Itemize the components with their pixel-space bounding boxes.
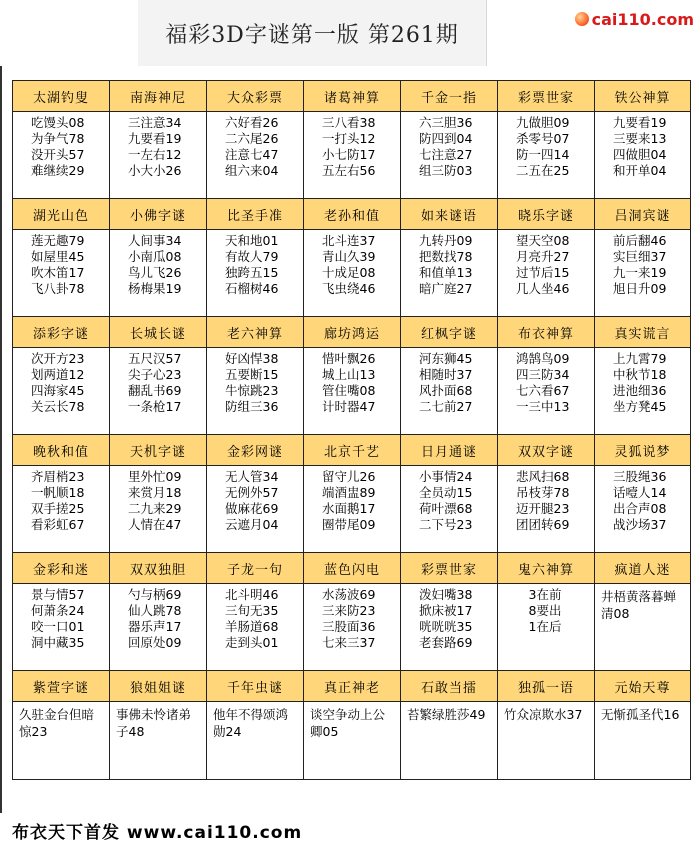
riddle-line: 一打头12: [322, 131, 376, 146]
riddle-cell: [207, 466, 304, 553]
riddle-line: 掀床被17: [419, 603, 473, 618]
riddle-line: 尖子心23: [128, 367, 182, 382]
riddle-line: 泼妇嘴38: [419, 587, 473, 602]
riddle-line: 莲无趣79: [31, 233, 85, 248]
riddle-line: 3在前: [528, 587, 562, 602]
riddle-line: 五左右56: [322, 163, 376, 178]
column-header: 老六神算: [207, 317, 304, 348]
column-header: 金彩和迷: [13, 553, 110, 584]
riddle-line: 杀零号07: [516, 131, 570, 146]
riddle-line: 二下号23: [419, 517, 473, 532]
riddle-cell: [304, 112, 401, 199]
riddle-line: 器乐声17: [128, 619, 182, 634]
riddle-line: 三旬无35: [225, 603, 279, 618]
riddle-line: 回原处09: [128, 635, 182, 650]
riddle-line: 暗广庭27: [419, 281, 473, 296]
riddle-line: 旭日升09: [613, 281, 667, 296]
riddle-cell: [13, 230, 110, 317]
column-header: 金彩网谜: [207, 435, 304, 466]
riddle-line: 仙人跳78: [128, 603, 182, 618]
riddle-line: 北斗明46: [225, 587, 279, 602]
riddle-line: 双手搓25: [31, 501, 85, 516]
riddle-line: 组六来04: [225, 163, 279, 178]
riddle-line: 月亮升27: [516, 249, 570, 264]
riddle-line: 三股绳36: [613, 469, 667, 484]
riddle-line: 翻乱书69: [128, 383, 182, 398]
page-edge: [0, 66, 2, 813]
riddle-line: 老套路69: [419, 635, 473, 650]
column-header: 大众彩票: [207, 81, 304, 112]
riddle-cell: [207, 702, 304, 780]
riddle-cell: [595, 584, 691, 671]
riddle-cell: [498, 112, 595, 199]
column-header: 吕洞宾谜: [595, 199, 691, 230]
riddle-line: 羊肠道68: [225, 619, 279, 634]
riddle-line: 几人坐46: [516, 281, 570, 296]
column-header: 北京千艺: [304, 435, 401, 466]
riddle-cell: [401, 702, 498, 780]
riddle-line: 相随时37: [419, 367, 473, 382]
column-header: 太湖钓叟: [13, 81, 110, 112]
site-name: cai110.com: [591, 9, 694, 29]
riddle-table: [12, 80, 691, 780]
riddle-line: 洞中藏35: [31, 635, 85, 650]
riddle-cell: [498, 584, 595, 671]
riddle-cell: [498, 348, 595, 435]
footer-credit: 布衣天下首发 www.cai110.com: [12, 823, 303, 843]
riddle-cell: [207, 584, 304, 671]
riddle-cell: [110, 348, 207, 435]
riddle-line: 河东狮45: [419, 351, 473, 366]
riddle-line: 坐方凳45: [613, 399, 667, 414]
column-header: 彩票世家: [498, 81, 595, 112]
riddle-line: 迈开腿23: [516, 501, 570, 516]
riddle-line: 风扑面68: [419, 383, 473, 398]
riddle-line: 无人管34: [225, 469, 279, 484]
riddle-line: 三注意34: [128, 115, 182, 130]
column-header: 鬼六神算: [498, 553, 595, 584]
riddle-cell: [207, 112, 304, 199]
riddle-line: 二五在25: [516, 163, 570, 178]
column-header: 蓝色闪电: [304, 553, 401, 584]
riddle-cell: [498, 230, 595, 317]
riddle-line: 注意七47: [225, 147, 279, 162]
riddle-line: 8要出: [528, 603, 562, 618]
riddle-line: 一条枪17: [128, 399, 182, 414]
riddle-line: 惜叶飘26: [322, 351, 376, 366]
riddle-line: 吊枝芽78: [516, 485, 570, 500]
riddle-line: 九要看19: [128, 131, 182, 146]
column-header: 疯道人迷: [595, 553, 691, 584]
riddle-line: 四海家45: [31, 383, 85, 398]
riddle-line: 三八看38: [322, 115, 376, 130]
riddle-cell: [304, 230, 401, 317]
riddle-line: 九要看19: [613, 115, 667, 130]
riddle-line: 鸟儿飞26: [128, 265, 182, 280]
logo-dot-icon: [575, 12, 589, 26]
riddle-line: 谈空争动上公卿05: [310, 707, 386, 739]
riddle-line: 进池细36: [613, 383, 667, 398]
riddle-line: 石榴树46: [225, 281, 279, 296]
site-logo: [575, 8, 694, 30]
column-header: 晚秋和值: [13, 435, 110, 466]
column-header: 彩票世家: [401, 553, 498, 584]
riddle-cell: [595, 348, 691, 435]
riddle-line: 齐眉梢23: [31, 469, 85, 484]
riddle-line: 人间事34: [128, 233, 182, 248]
riddle-line: 看彩虹67: [31, 517, 85, 532]
riddle-cell: [13, 584, 110, 671]
riddle-line: 无惭孤圣代16: [601, 707, 680, 722]
riddle-line: 井梧黄落暮蝉清08: [601, 589, 677, 621]
riddle-line: 牛惊跳23: [225, 383, 279, 398]
riddle-line: 好凶悍38: [225, 351, 279, 366]
column-header: 日月通谜: [401, 435, 498, 466]
riddle-line: 如屋里45: [31, 249, 85, 264]
riddle-cell: [304, 584, 401, 671]
riddle-line: 荷叶漂68: [419, 501, 473, 516]
riddle-line: 防四到04: [419, 131, 473, 146]
riddle-cell: [110, 466, 207, 553]
riddle-line: 九做胆09: [516, 115, 570, 130]
riddle-line: 没开头57: [31, 147, 85, 162]
riddle-line: 九转丹09: [419, 233, 473, 248]
column-header: 灵狐说梦: [595, 435, 691, 466]
riddle-line: 小事情24: [419, 469, 473, 484]
riddle-line: 圈带尾09: [322, 517, 376, 532]
column-header: 真正神老: [304, 671, 401, 702]
riddle-line: 为争气78: [31, 131, 85, 146]
column-header: 廊坊鸿运: [304, 317, 401, 348]
riddle-cell: [13, 466, 110, 553]
riddle-line: 四做胆04: [613, 147, 667, 162]
riddle-cell: [595, 466, 691, 553]
column-header: 双双独胆: [110, 553, 207, 584]
column-header: 南海神尼: [110, 81, 207, 112]
riddle-line: 五要断15: [225, 367, 279, 382]
riddle-cell: [13, 348, 110, 435]
riddle-line: 留守儿26: [322, 469, 376, 484]
column-header: 老孙和值: [304, 199, 401, 230]
column-header: 子龙一句: [207, 553, 304, 584]
riddle-line: 城上山13: [322, 367, 376, 382]
riddle-cell: [401, 348, 498, 435]
riddle-line: 一三中13: [516, 399, 570, 414]
riddle-line: 团团转69: [516, 517, 570, 532]
riddle-line: 十成足08: [322, 265, 376, 280]
riddle-line: 吹木笛17: [31, 265, 85, 280]
column-header: 红枫字谜: [401, 317, 498, 348]
riddle-cell: [304, 466, 401, 553]
riddle-line: 管住嘴08: [322, 383, 376, 398]
riddle-cell: [304, 702, 401, 780]
riddle-line: 悲风扫68: [516, 469, 570, 484]
riddle-line: 三要来13: [613, 131, 667, 146]
riddle-line: 把数找78: [419, 249, 473, 264]
page-title: 福彩3D字谜第一版 第261期: [138, 0, 487, 66]
riddle-line: 无例外57: [225, 485, 279, 500]
riddle-line: 计时器47: [322, 399, 376, 414]
riddle-line: 咣咣咣35: [419, 619, 473, 634]
riddle-line: 六好看26: [225, 115, 279, 130]
column-header: 晓乐字谜: [498, 199, 595, 230]
riddle-line: 防组三36: [225, 399, 279, 414]
riddle-line: 九一来19: [613, 265, 667, 280]
riddle-line: 七六看67: [516, 383, 570, 398]
riddle-cell: [13, 702, 110, 780]
riddle-line: 一帆顺18: [31, 485, 85, 500]
riddle-line: 小大小26: [128, 163, 182, 178]
column-header: 比圣手准: [207, 199, 304, 230]
riddle-line: 难继续29: [31, 163, 85, 178]
riddle-line: 鸿鹄鸟09: [516, 351, 570, 366]
riddle-cell: [401, 584, 498, 671]
riddle-line: 和开单04: [613, 163, 667, 178]
riddle-line: 做麻花69: [225, 501, 279, 516]
column-header: 紫萱字谜: [13, 671, 110, 702]
riddle-line: 前后翻46: [613, 233, 667, 248]
riddle-line: 出合声08: [613, 501, 667, 516]
riddle-line: 北斗连37: [322, 233, 376, 248]
column-header: 元始天尊: [595, 671, 691, 702]
riddle-line: 七来三37: [322, 635, 376, 650]
riddle-line: 三股面36: [322, 619, 376, 634]
riddle-line: 人情在47: [128, 517, 182, 532]
riddle-line: 过节后15: [516, 265, 570, 280]
riddle-line: 独跨五15: [225, 265, 279, 280]
riddle-line: 1在后: [528, 619, 562, 634]
column-header: 诸葛神算: [304, 81, 401, 112]
riddle-cell: [498, 702, 595, 780]
riddle-line: 划两道12: [31, 367, 85, 382]
column-header: 独孤一语: [498, 671, 595, 702]
riddle-line: 水荡波69: [322, 587, 376, 602]
riddle-line: 一左右12: [128, 147, 182, 162]
riddle-cell: [401, 230, 498, 317]
riddle-line: 勺与柄69: [128, 587, 182, 602]
riddle-line: 组三防03: [419, 163, 473, 178]
column-header: 长城长谜: [110, 317, 207, 348]
riddle-cell: [304, 348, 401, 435]
riddle-line: 里外忙09: [128, 469, 182, 484]
riddle-line: 二九来29: [128, 501, 182, 516]
riddle-cell: [110, 230, 207, 317]
riddle-line: 他年不得颂鸿勋24: [213, 707, 289, 739]
riddle-line: 久驻金台但暗惊23: [19, 707, 95, 739]
riddle-line: 杨梅果19: [128, 281, 182, 296]
riddle-cell: [207, 230, 304, 317]
riddle-line: 中秋节18: [613, 367, 667, 382]
riddle-cell: [110, 584, 207, 671]
riddle-line: 青山久39: [322, 249, 376, 264]
riddle-line: 飞虫绕46: [322, 281, 376, 296]
column-header: 添彩字谜: [13, 317, 110, 348]
riddle-line: 事佛未怜诸弟子48: [116, 707, 192, 739]
riddle-line: 二七前27: [419, 399, 473, 414]
riddle-line: 小南瓜08: [128, 249, 182, 264]
riddle-line: 全员动15: [419, 485, 473, 500]
column-header: 布衣神算: [498, 317, 595, 348]
riddle-cell: [401, 466, 498, 553]
riddle-line: 小七防17: [322, 147, 376, 162]
riddle-line: 吃馒头08: [31, 115, 85, 130]
riddle-line: 上九霄79: [613, 351, 667, 366]
riddle-line: 端酒盅89: [322, 485, 376, 500]
riddle-cell: [207, 348, 304, 435]
column-header: 小佛字谜: [110, 199, 207, 230]
riddle-line: 有故人79: [225, 249, 279, 264]
riddle-line: 望天空08: [516, 233, 570, 248]
riddle-line: 四三防34: [516, 367, 570, 382]
riddle-line: 次开方23: [31, 351, 85, 366]
riddle-line: 防一四14: [516, 147, 570, 162]
riddle-line: 天和地01: [225, 233, 279, 248]
riddle-cell: [110, 112, 207, 199]
riddle-line: 六三胆36: [419, 115, 473, 130]
riddle-cell: [595, 112, 691, 199]
riddle-line: 苔繁绿胜莎49: [407, 707, 486, 722]
riddle-line: 五尺汉57: [128, 351, 182, 366]
column-header: 双双字谜: [498, 435, 595, 466]
riddle-line: 实巨细37: [613, 249, 667, 264]
riddle-line: 咬一口01: [31, 619, 85, 634]
riddle-line: 战沙场37: [613, 517, 667, 532]
riddle-line: 走到头01: [225, 635, 279, 650]
column-header: 湖光山色: [13, 199, 110, 230]
column-header: 天机字谜: [110, 435, 207, 466]
riddle-cell: [401, 112, 498, 199]
riddle-line: 飞八卦78: [31, 281, 85, 296]
riddle-line: 何萧条24: [31, 603, 85, 618]
column-header: 千年虫谜: [207, 671, 304, 702]
riddle-line: 云遮月04: [225, 517, 279, 532]
column-header: 千金一指: [401, 81, 498, 112]
column-header: 真实谎言: [595, 317, 691, 348]
riddle-line: 关云长78: [31, 399, 85, 414]
riddle-cell: [595, 230, 691, 317]
riddle-line: 七注意27: [419, 147, 473, 162]
riddle-line: 来赏月18: [128, 485, 182, 500]
riddle-cell: [110, 702, 207, 780]
riddle-cell: [498, 466, 595, 553]
riddle-line: 和值单13: [419, 265, 473, 280]
riddle-line: 三来防23: [322, 603, 376, 618]
riddle-line: 水面鹅17: [322, 501, 376, 516]
riddle-cell: [13, 112, 110, 199]
riddle-line: 二六尾26: [225, 131, 279, 146]
riddle-line: 话噎人14: [613, 485, 667, 500]
column-header: 石敢当擂: [401, 671, 498, 702]
riddle-line: 景与情57: [31, 587, 85, 602]
riddle-cell: [595, 702, 691, 780]
column-header: 狼姐姐谜: [110, 671, 207, 702]
riddle-line: 竹众凉欺水37: [504, 707, 583, 722]
column-header: 如来谜语: [401, 199, 498, 230]
column-header: 铁公神算: [595, 81, 691, 112]
